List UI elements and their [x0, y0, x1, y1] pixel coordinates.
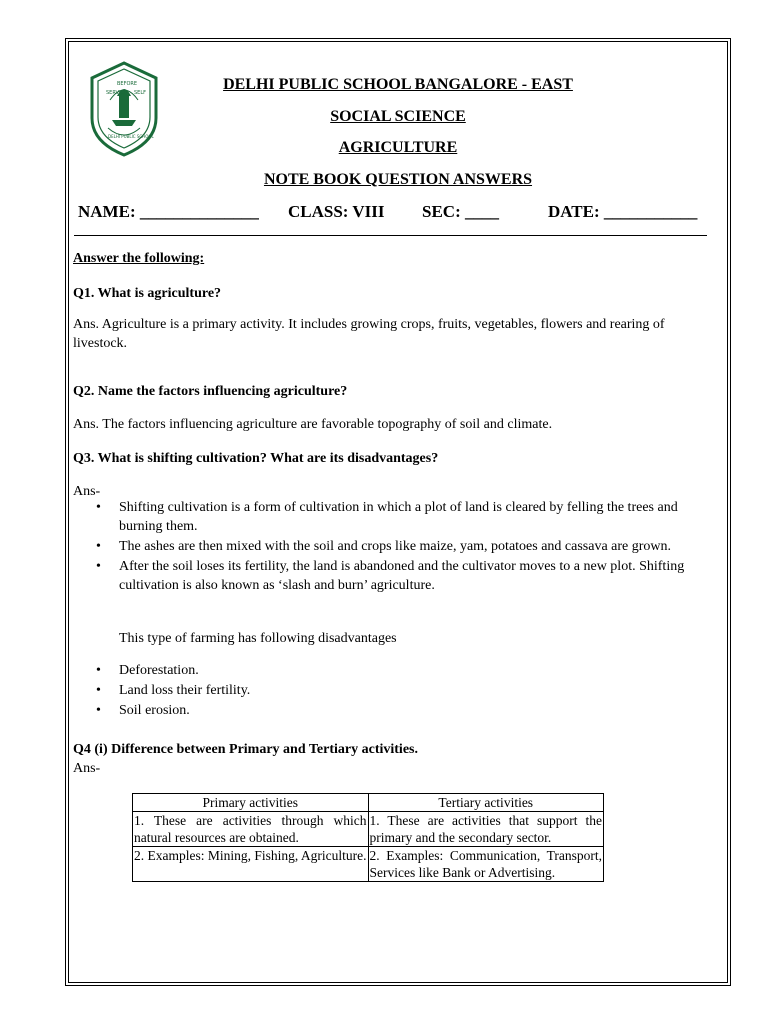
svg-text:SELF: SELF: [134, 90, 146, 96]
table-cell: 1. These are activities through which natural resources are obtained.: [134, 813, 367, 845]
svg-text:BEFORE: BEFORE: [117, 81, 138, 87]
table-cell: 1. These are activities that support the primary and the secondary sector.: [369, 813, 602, 845]
list-item: • Deforestation.: [96, 663, 199, 678]
disadvantages-list: [73, 661, 473, 721]
question-4: Q4 (i) Difference between Primary and Tertiary activities.: [73, 742, 418, 757]
question-1: Q1. What is agriculture?: [73, 286, 222, 301]
table-header-primary: Primary activities: [133, 794, 369, 812]
shifting-cultivation-points: [73, 498, 718, 596]
question-3: Q3. What is shifting cultivation? What are its disadvantages?: [73, 451, 439, 466]
name-field: NAME: ______________: [78, 202, 259, 221]
list-item: • Land loss their fertility.: [96, 683, 251, 698]
answer-1: Ans. Agriculture is a primary activity. It includes growing crops, fruits, vegetables, flowers and rearing of livestock.: [73, 317, 665, 351]
section-field: SEC: ____: [422, 202, 499, 221]
table-cell: 2. Examples: Communication, Transport, Services like Bank or Advertising.: [369, 848, 602, 880]
instructions-heading: Answer the following:: [73, 251, 205, 266]
table-header-tertiary: Tertiary activities: [368, 794, 604, 812]
answer-4-label: Ans-: [73, 761, 101, 776]
comparison-table: [132, 793, 604, 882]
table-row: [133, 812, 604, 847]
disadvantages-intro: This type of farming has following disadvantages: [119, 631, 397, 646]
class-field: CLASS: VIII: [288, 202, 385, 221]
list-item: • The ashes are then mixed with the soil and crops like maize, yam, potatoes and cassava are grown.: [96, 539, 672, 554]
list-item: • After the soil loses its fertility, the land is abandoned and the cultivator moves to a new plot. Shifting cultivation is also known as ‘slash and burn’ agriculture.: [96, 559, 685, 593]
header-divider: [74, 235, 707, 236]
list-item: • Shifting cultivation is a form of cultivation in which a plot of land is cleared by felling the trees and burning them.: [96, 500, 678, 534]
table-header-row: [133, 794, 604, 812]
answer-3-label: Ans-: [73, 484, 101, 499]
topic-title: AGRICULTURE: [338, 139, 458, 156]
subject-title: SOCIAL SCIENCE: [330, 108, 466, 125]
svg-text:DELHI PUBLIC SCHOOL: DELHI PUBLIC SCHOOL: [108, 134, 154, 139]
table-cell: 2. Examples: Mining, Fishing, Agriculture.: [133, 847, 369, 882]
svg-text:SERVICE: SERVICE: [106, 90, 128, 96]
answer-2: Ans. The factors influencing agriculture are favorable topography of soil and climate.: [73, 417, 553, 432]
table-row: [133, 847, 604, 882]
document-title: NOTE BOOK QUESTION ANSWERS: [263, 171, 533, 188]
date-field: DATE: ___________: [548, 202, 698, 221]
school-name: DELHI PUBLIC SCHOOL BANGALORE - EAST: [223, 76, 573, 93]
list-item: • Soil erosion.: [96, 703, 190, 718]
question-2: Q2. Name the factors influencing agriculture?: [73, 384, 348, 399]
